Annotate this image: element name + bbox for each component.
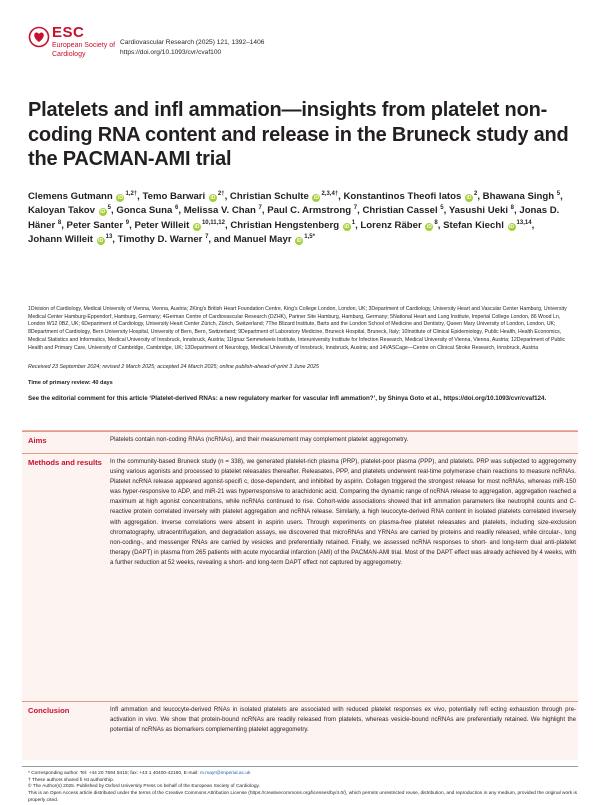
abstract-conclusion-row <box>22 701 578 761</box>
author-affiliation-marker: 7 <box>353 205 358 212</box>
author-affiliation-marker: 7 <box>205 233 209 240</box>
journal-citation <box>120 38 264 58</box>
orcid-icon[interactable]: iD <box>210 195 216 201</box>
author-name: Christian Cassel <box>362 205 441 217</box>
conclusion-label: Conclusion <box>28 706 70 715</box>
aims-text: Platelets contain non-coding RNAs (ncRNAs), and their measurement may complement platelet aggregometry. <box>110 436 409 443</box>
author-affiliation-marker: 8 <box>57 219 62 226</box>
orcid-icon[interactable]: iD <box>117 195 123 201</box>
methods-text: In the community-based Bruneck study (n = 338), we generated platelet-rich plasma (PRP), platelet-poor plasma (PPP), and platelets. PRP was subjected to aggregometry using various agonists and processed to platelet releasates thereafter. Releasates, PPP, and platelets underwent real-time polymerase chain reactions to measure ncRNAs. Platelet ncRNA release appeared agonist-specifi c, dose-dependent, and inhibited by aspirin. Collagen triggered the strongest release for most ncRNAs, whereas miR-150 was hyper-responsive to ADP, and miR-21 was hyperresponsive to arachidonic acid. Comparing the dynamic range of ncRNA release to aggregation, aggregation reached a maximum at high agonist concentrations, while ncRNAs continued to rise. Cohort-wide associations showed that infl ammation parameters like neutrophil counts and C-reactive protein correlated inversely with platelet aggregation and ncRNA release. Similarly, a high leucocyte-derived RNA content in isolated platelets correlated inversely with aggregation. Inverse correlations were absent in aspirin users. Through experiments on plasma-free platelet releasates and platelets, including size-exclusion chromatography, ultracentrifugation, and degradation assays, we discovered that microRNAs and YRNAs are carried by proteins and readily released, while circular-, long non-coding-, and messenger RNAs are carried by vesicles and preferentially retained. Finally, we assessed ncRNA responses to short- and long-term dual anti-platelet therapy (DAPT) in plasma from 265 patients with acute myocardial infarction (AMI) of the PACMAN-AMI trial. Most of the DAPT effect was already achieved by 4 weeks, with a further reduction at 52 weeks, revealing a short- and long-term DAPT effect not captured by aggregometry. <box>110 458 576 566</box>
conclusion-text: Infl ammation and leucocyte-derived RNAs in isolated platelets are associated with reduced platelet responses ex vivo, potentially refl ecting exhaustion through pre-activation in vivo. We show that protein-bound ncRNAs are readily released from platelets, whereas vesicle-bound ncRNAs are preferentially retained. We highlight the potential of ncRNAs as biomarkers complementing platelet aggregometry. <box>110 706 576 734</box>
author-name: Manuel Mayr <box>233 233 295 245</box>
orcid-icon[interactable]: iD <box>509 223 515 230</box>
author-affiliation-marker: 7 <box>258 205 262 212</box>
author-name: Kaloyan Takov <box>28 205 98 217</box>
abstract-aims-row <box>22 431 578 453</box>
page-header <box>28 24 568 68</box>
orcid-icon[interactable]: iD <box>296 237 302 244</box>
corresponding-text: * Corresponding author. Tel: +44 20 7594 8415; fax: +43 1 40400-42160, E-mail: <box>28 771 199 776</box>
author-affiliation-marker: 13,14 <box>516 219 532 226</box>
footer-notes <box>28 771 578 805</box>
orcid-icon[interactable]: iD <box>100 209 106 216</box>
author-name: Christian Hengstenberg <box>230 219 342 231</box>
author-affiliation-marker: 5 <box>440 205 444 212</box>
aims-label: Aims <box>28 436 47 445</box>
author-affiliation-marker: 10,11,12 <box>201 219 225 226</box>
author-name: Jonas D. Häner <box>28 205 560 231</box>
footer-license: This is an Open Access article distributed under the terms of the Creative Commons Attribution License (https://creativecommons.org/licenses/by/4.0/), which permits unrestricted reuse, distribution, and reproduction in any medium, provided the original work is properly cited. <box>28 791 577 803</box>
author-name: Timothy D. Warner <box>117 233 206 245</box>
journal-line: Cardiovascular Research (2025) 121, 1392–1406 <box>120 39 265 46</box>
affiliations: 1Division of Cardiology, Medical University of Vienna, Vienna, Austria; 2King's British Heart Foundation Centre, King's College London, London, UK; 3Department of Cardiology, University Heart and Vascular Center Hamburg, University Medical Center Hamburg-Eppendorf, Hamburg, Germany; 4German Centre of Cardiovascular Research (DZHK), Partner Site Hamburg, Hamburg, Germany; 5National Heart and Lung Institute, Imperial College London, 86 Wood Ln, London W12 0BZ, UK; 6Department of Cardiology, University Heart Center Zürich, Zürich, Switzerland; 7The Blizard Institute, Barts and the London School of Medicine and Dentistry, Queen Mary University of London, London, UK; 8Department of Cardiology, Bern University Hospital, University of Bern, Bern, Switzerland; 9Department of Laboratory Medicine, Bruneck Hospital, Bruneck, Italy; 10Institute of Clinical Epidemiology, Public Health, Health Economics, Medical Statistics and Informatics, Medical University of Innsbruck, Innsbruck, Austria; 11Ignaz Semmelweis Institute, Interuniversity Institute for Infection Research, Medical University of Vienna, Vienna, Austria; 12Department of Public Health and Primary Care, University of Cambridge, Cambridge, UK; 13Department of Neurology, Medical University of Innsbruck, Innsbruck, Austria; and 14VASCage—Centre on Clinical Stroke Research, Innsbruck, Austria <box>28 306 567 351</box>
author-affiliation-marker: 5 <box>107 205 112 212</box>
structured-abstract <box>22 430 578 760</box>
email-link[interactable]: m.mayr@imperial.ac.uk <box>199 771 251 776</box>
author-name: Peter Santer <box>66 219 126 231</box>
author-name: Temo Barwari <box>142 191 208 202</box>
abstract-methods-row <box>22 453 578 696</box>
orcid-icon[interactable]: iD <box>426 223 432 230</box>
methods-label: Methods and results <box>28 458 102 467</box>
author-name: Peter Willeit <box>134 219 192 231</box>
corresponding-author <box>28 771 578 778</box>
author-affiliation-marker: 13 <box>105 233 113 240</box>
author-name: Gonca Suna <box>116 205 175 217</box>
footer-shared: † These authors shared fi rst authorship. <box>28 777 115 783</box>
article-title: Platelets and infl ammation—insights from platelet non-coding RNA content and release in the Bruneck study and the PACMAN-AMI trial <box>28 99 569 170</box>
logo-text: ESC <box>52 24 85 41</box>
author-name: Clemens Gutmann <box>28 191 116 202</box>
author-affiliation-marker: 2 <box>473 191 478 197</box>
review-time: Time of primary review: 40 days <box>28 380 113 386</box>
author-name: Christian Schulte <box>229 191 312 202</box>
orcid-icon[interactable]: iD <box>98 237 104 244</box>
author-list: Clemens Gutmann $iD^{1,2\dagger}$, Temo Barwari $iD^{2\dagger}$, Christian Schulte $iD^{2,3,4\dagger}$, Konstantinos Theofi latos $iD^2$, Bhawana Singh $^5$, Kaloyan Takov $iD^5$, Gonca Suna $^6$, Melissa V. Chan $^7$, Paul C. Armstrong $^7$, Christian Cassel $^5$, Yasushi Ueki $^8$, Jonas D. Häner $^8$, Peter Santer $^9$, Peter Willeit iD$^{10,11,12}$, Christian Hengstenberg $iD^1$, Lorenz Räber $iD^8$, Stefan Kiechl iD$^{13,14}$, Johann Willeit $iD^{13}$, Timothy D. Warner $^7$, and Manuel Mayr $iD^{1,5*}$ <box>28 191 563 245</box>
page-footer <box>22 766 578 803</box>
esc-logo <box>28 24 124 68</box>
author-name: Konstantinos Theofi latos <box>343 191 464 202</box>
heart-logo-icon <box>28 26 50 48</box>
publication-dates: Received 23 September 2024; revised 2 March 2025; accepted 24 March 2025; online publish-ahead-of-print 3 June 2025 <box>28 364 319 370</box>
author-affiliation-marker: 1,5* <box>304 233 315 240</box>
editorial-note: See the editorial comment for this article ‘Platelet-derived RNAs: a new regulatory marker for vascular infl ammation?’, by Shinya Goto et al., https://doi.org/10.1093/cvr/cvaf124. <box>28 395 547 402</box>
orcid-icon[interactable]: iD <box>344 223 350 230</box>
author-name: Paul C. Armstrong <box>267 205 354 217</box>
author-affiliation-marker: 1,2† <box>125 191 138 197</box>
author-name: Johann Willeit <box>28 233 96 245</box>
author-name: Stefan Kiechl <box>443 219 507 231</box>
author-name: Melissa V. Chan <box>183 205 259 217</box>
author-affiliation-marker: 8 <box>434 219 438 226</box>
footer-copyright: © The Author(s) 2025. Published by Oxford University Press on behalf of the European Society of Cardiology. <box>28 784 260 790</box>
doi-link[interactable]: https://doi.org/10.1093/cvr/cvaf100 <box>120 49 222 56</box>
author-affiliation-marker: 8 <box>510 205 515 212</box>
author-affiliation-marker: 6 <box>175 205 179 212</box>
author-name: Bhawana Singh <box>482 191 557 202</box>
author-affiliation-marker: 2† <box>217 191 225 197</box>
orcid-icon[interactable]: iD <box>194 223 200 230</box>
logo-subtitle: European Society of Cardiology <box>52 42 116 58</box>
author-name: Lorenz Räber <box>360 219 425 231</box>
author-name: Yasushi Ueki <box>448 205 511 217</box>
author-affiliation-marker: 9 <box>125 219 130 226</box>
author-affiliation-marker: 1 <box>351 219 356 226</box>
orcid-icon[interactable]: iD <box>313 195 319 201</box>
orcid-icon[interactable]: iD <box>466 195 472 201</box>
author-affiliation-marker: 2,3,4† <box>321 191 339 197</box>
author-affiliation-marker: 5 <box>556 191 561 197</box>
